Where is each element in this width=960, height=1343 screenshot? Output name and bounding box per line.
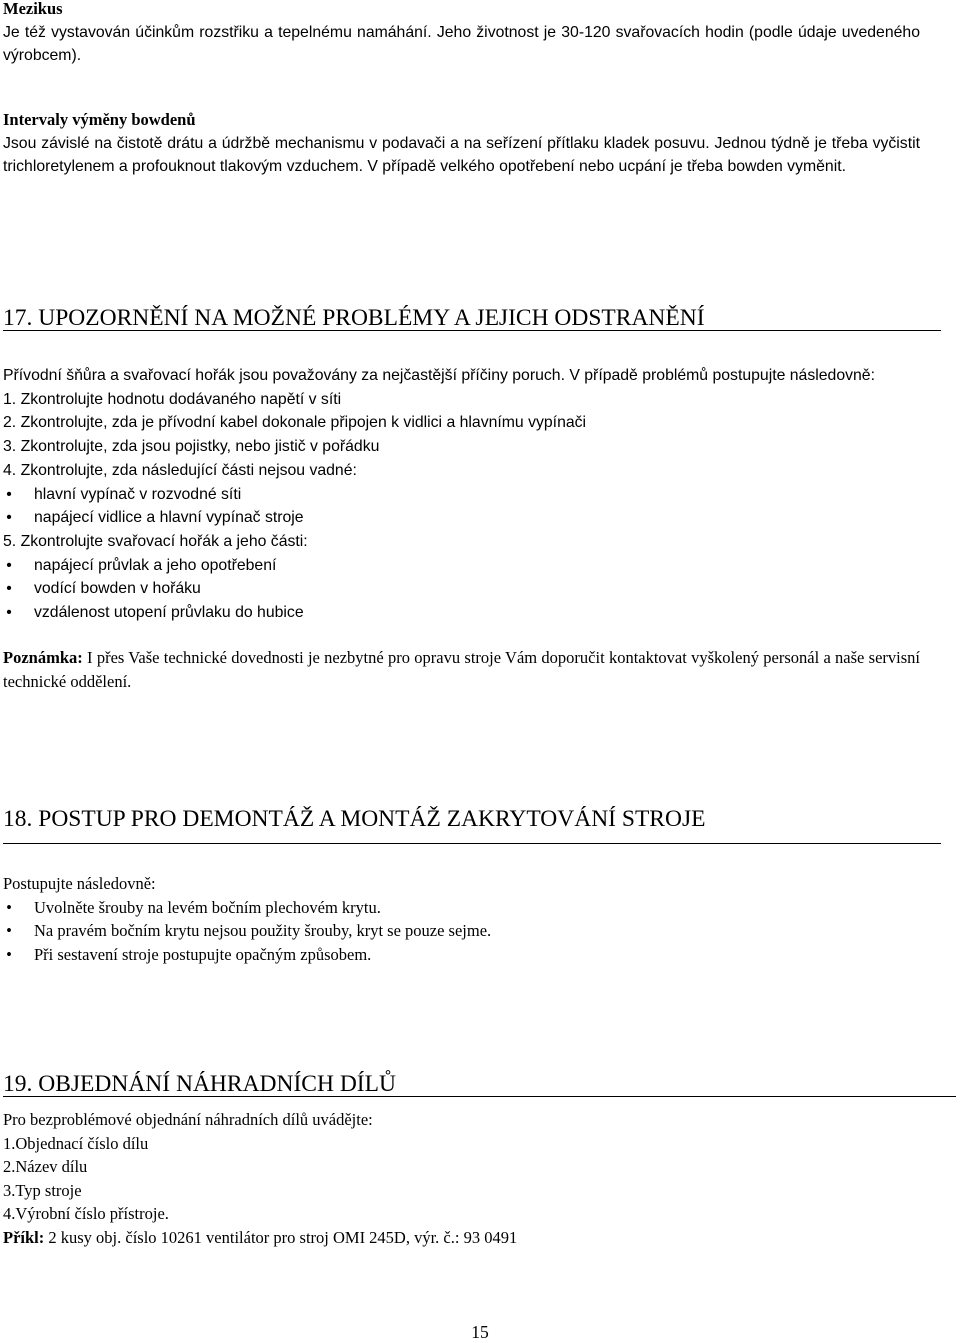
section-17-body bbox=[3, 364, 920, 625]
bullet-item: • napájecí vidlice a hlavní vypínač stroje bbox=[3, 506, 920, 530]
example-text: 2 kusy obj. číslo 10261 ventilátor pro stroj OMI 245D, výr. č.: 93 0491 bbox=[44, 1227, 518, 1247]
step-4: 4. Zkontrolujte, zda následující části nejsou vadné: bbox=[3, 461, 357, 479]
section-18-intro: Postupujte následovně: bbox=[3, 874, 156, 893]
page-number: 15 bbox=[471, 1322, 489, 1342]
example-label: Příkl: bbox=[3, 1227, 45, 1247]
section-19-heading: 19. OBJEDNÁNÍ NÁHRADNÍCH DÍLŮ bbox=[3, 1071, 396, 1097]
order-item: 2.Název dílu bbox=[3, 1157, 88, 1176]
step-3: 3. Zkontrolujte, zda jsou pojistky, nebo jistič v pořádku bbox=[3, 438, 380, 456]
note-label: Poznámka: bbox=[3, 648, 83, 667]
bullet-item: • napájecí průvlak a jeho opotřebení bbox=[3, 554, 920, 578]
mezikus-text: Je též vystavován účinkům rozstřiku a tepelnému namáhání. Jeho životnost je 30-120 svařovacích hodin (podle údaje uvedeného výrobcem). bbox=[3, 23, 920, 64]
bullet-item: • hlavní vypínač v rozvodné síti bbox=[3, 483, 920, 507]
mezikus-title: Mezikus bbox=[3, 0, 63, 18]
bullet-icon: • bbox=[6, 580, 12, 598]
note-text: I přes Vaše technické dovednosti je nezbytné pro opravu stroje Vám doporučit kontaktovat vyškolený personál a naše servisní technické oddělení. bbox=[3, 648, 920, 691]
bullet-icon: • bbox=[6, 604, 12, 622]
bullet-icon: • bbox=[6, 556, 12, 574]
bowden-section bbox=[3, 108, 920, 179]
order-item: 3.Typ stroje bbox=[3, 1180, 82, 1200]
bullet-icon: • bbox=[6, 485, 12, 503]
order-item: 1.Objednací číslo dílu bbox=[3, 1133, 149, 1153]
step-1: 1. Zkontrolujte hodnotu dodávaného napětí v síti bbox=[3, 390, 342, 408]
bullet-icon: • bbox=[6, 897, 12, 917]
bullet-icon: • bbox=[6, 944, 12, 964]
section-17-underline bbox=[3, 330, 941, 331]
bullet-item: • Uvolněte šrouby na levém bočním plechovém krytu. bbox=[3, 896, 920, 920]
bullet-icon: • bbox=[6, 921, 12, 940]
section-17-heading: 17. UPOZORNĚNÍ NA MOŽNÉ PROBLÉMY A JEJICH ODSTRANĚNÍ bbox=[3, 305, 705, 331]
mezikus-section bbox=[3, 0, 920, 68]
section-17-note bbox=[3, 646, 920, 693]
section-18-underline bbox=[3, 843, 941, 844]
section-19-body bbox=[3, 1108, 920, 1249]
bullet-icon: • bbox=[6, 509, 12, 527]
order-item: 4.Výrobní číslo přístroje. bbox=[3, 1204, 169, 1223]
bowden-title: Intervaly výměny bowdenů bbox=[3, 110, 196, 129]
bullet-item: • Na pravém bočním krytu nejsou použity šrouby, kryt se pouze sejme. bbox=[3, 919, 920, 943]
bowden-text: Jsou závislé na čistotě drátu a údržbě mechanismu v podavači a na seřízení přítlaku kladek posuvu. Jednou týdně je třeba vyčistit trichloretylenem a profouknout tlakovým vzduchem. V případě velkého opotřebení nebo ucpání je třeba bowden vyměnit. bbox=[3, 134, 920, 175]
section-19-underline bbox=[3, 1096, 956, 1097]
section-18-heading: 18. POSTUP PRO DEMONTÁŽ A MONTÁŽ ZAKRYTOVÁNÍ STROJE bbox=[3, 806, 706, 832]
bullet-item: • vodící bowden v hořáku bbox=[3, 577, 920, 601]
step-5: 5. Zkontrolujte svařovací hořák a jeho části: bbox=[3, 532, 308, 550]
section-19-intro: Pro bezproblémové objednání náhradních dílů uvádějte: bbox=[3, 1110, 373, 1129]
bullet-item: • vzdálenost utopení průvlaku do hubice bbox=[3, 601, 920, 625]
order-example bbox=[3, 1226, 920, 1250]
section-17-intro: Přívodní šňůra a svařovací hořák jsou považovány za nejčastější příčiny poruch. V případě problémů postupujte následovně: bbox=[3, 367, 875, 384]
step-2: 2. Zkontrolujte, zda je přívodní kabel dokonale připojen k vidlici a hlavnímu vypínači bbox=[3, 414, 587, 432]
bullet-item: • Při sestavení stroje postupujte opačným způsobem. bbox=[3, 943, 920, 967]
section-18-body bbox=[3, 872, 920, 966]
